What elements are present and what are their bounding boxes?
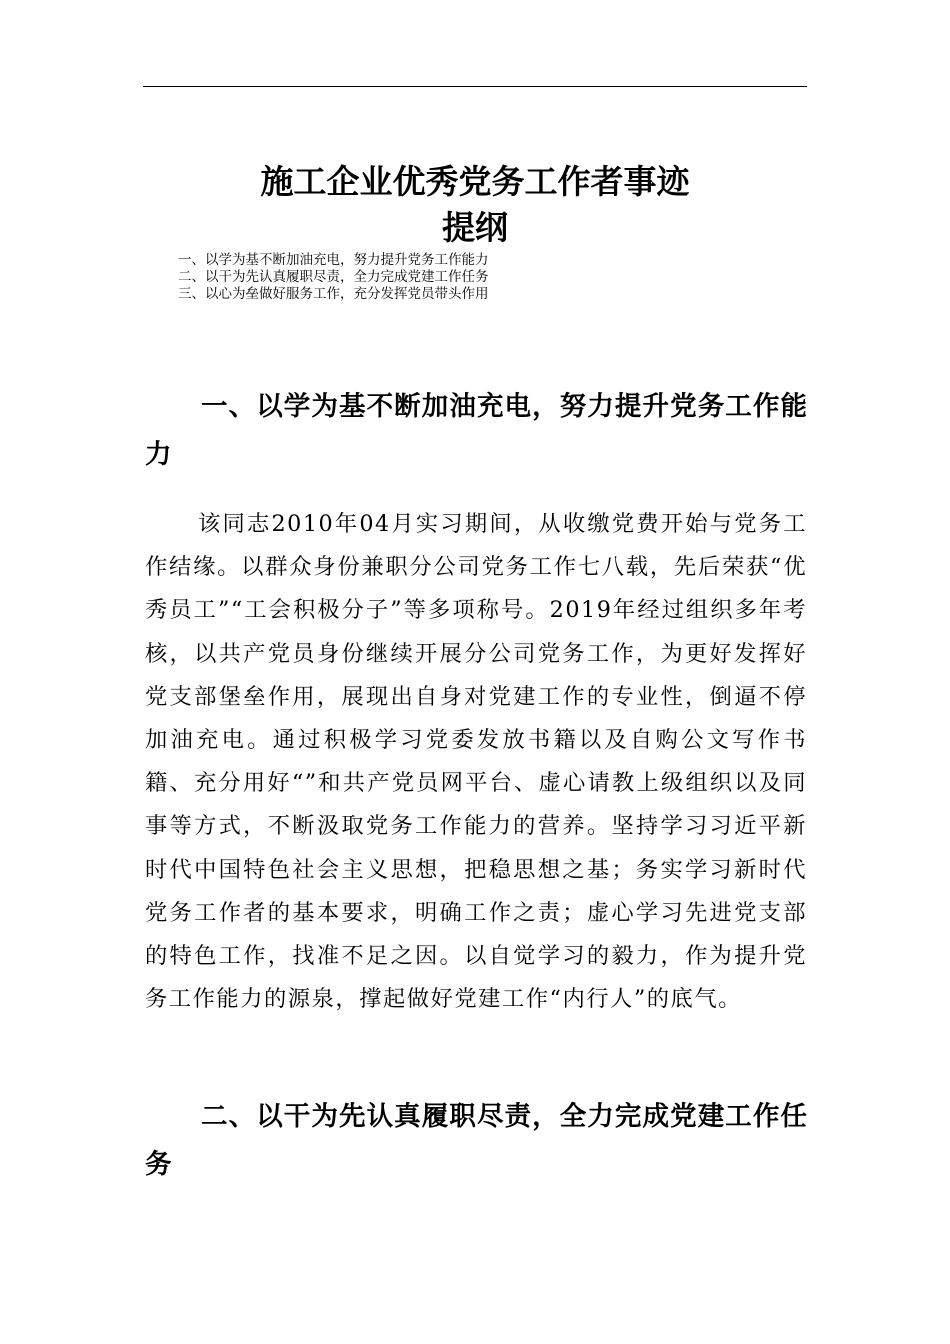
section2-heading: 二、以干为先认真履职尽责，全力完成党建工作任务	[145, 1101, 807, 1180]
outline-item: 二、以干为先认真履职尽责，全力完成党建工作任务	[178, 269, 489, 285]
header-rule	[143, 86, 807, 87]
section1-heading: 一、以学为基不断加油充电，努力提升党务工作能力	[145, 391, 807, 470]
section1-paragraph: 该同志2010年04月实习期间，从收缴党费开始与党务工作结缘。以群众身份兼职分公司党务工作七八载，先后荣获“优秀员工”“工会积极分子”等多项称号。2019年经过组织多年考核，以共产党员身份继续开展分公司党务工作，为更好发挥好党支部堡垒作用，展现出自身对党建工作的专业性，倒逼不停加油充电。通过积极学习党委发放书籍以及自购公文写作书籍、充分用好“”和共产党员网平台、虚心请教上级组织以及同事等方式，不断汲取党务工作能力的营养。坚持学习习近平新时代中国特色社会主义思想，把稳思想之基；务实学习新时代党务工作者的基本要求，明确工作之责；虚心学习先进党支部的特色工作，找准不足之因。以自觉学习的毅力，作为提升党务工作能力的源泉，撑起做好党建工作“内行人”的底气。	[145, 511, 807, 1013]
document-title: 施工企业优秀党务工作者事迹	[260, 162, 690, 201]
outline-item: 一、以学为基不断加油充电，努力提升党务工作能力	[178, 252, 489, 268]
document-subtitle: 提纲	[442, 208, 508, 247]
outline-list	[178, 252, 489, 303]
outline-item: 三、以心为垒做好服务工作，充分发挥党员带头作用	[178, 286, 489, 302]
